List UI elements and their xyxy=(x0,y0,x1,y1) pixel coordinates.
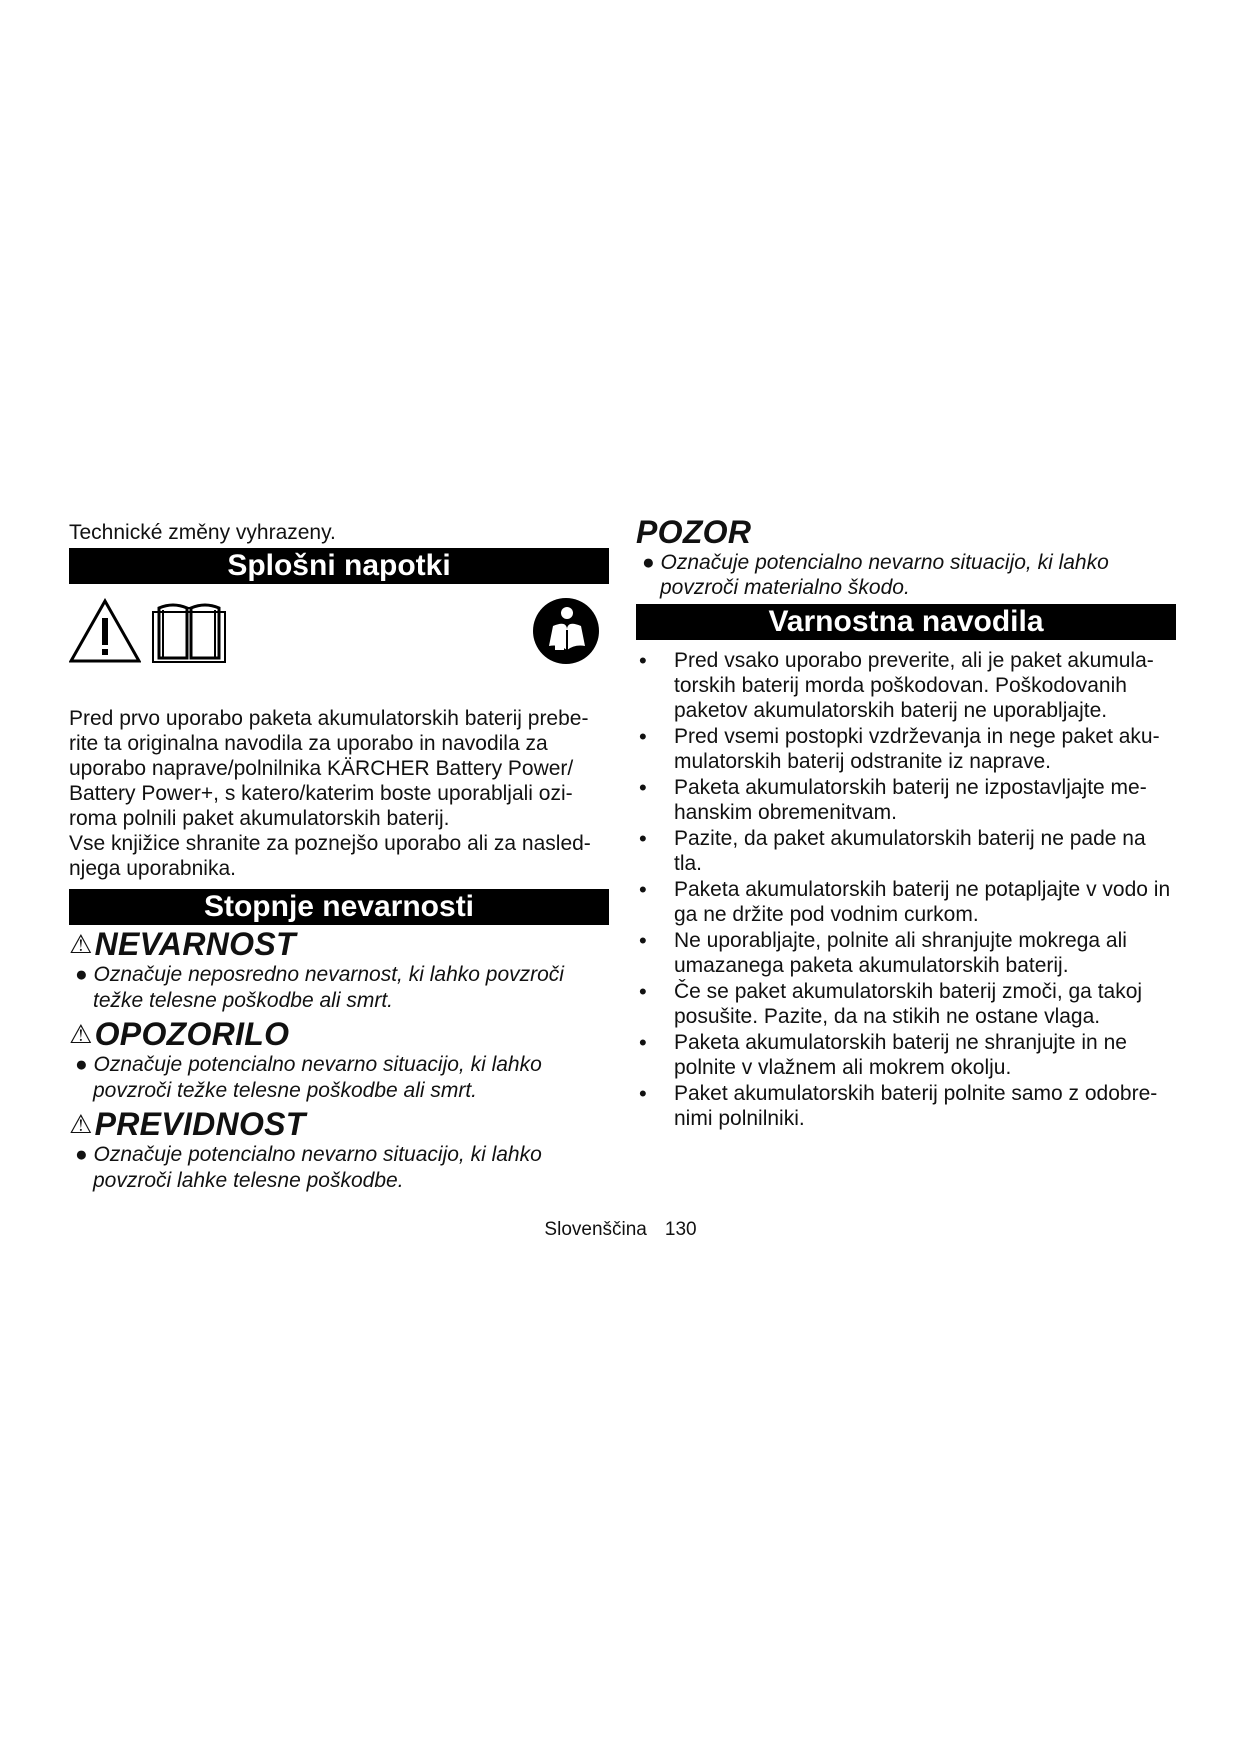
hazard-description: ● Označuje potencialno nevarno situacijo, ki lahko povzroči lahke telesne poškodbe. xyxy=(75,1143,542,1192)
intro-paragraph-1: Pred prvo uporabo paketa akumulatorskih baterij prebe-rite ta originalna navodila za uporabo in navodila za uporabo naprave/polnilnika KÄRCHER Battery Power/ Battery Power+, s katero/katerim boste uporabljali ozi-roma polnili paket akumulatorskih baterij. xyxy=(69,707,589,830)
list-item: • Paketa akumulatorskih baterij ne izpostavljajte me-hanskim obremenitvam. xyxy=(636,775,1176,825)
top-note: Technické změny vyhrazeny. xyxy=(69,521,336,544)
section-title-varnostna-navodila: Varnostna navodila xyxy=(636,604,1176,640)
intro-paragraph-2: Vse knjižice shranite za poznejšo uporabo ali za nasled-njega uporabnika. xyxy=(69,832,591,880)
pozor-description: ● Označuje potencialno nevarno situacijo, ki lahko povzroči materialno škodo. xyxy=(642,551,1109,599)
section-title-splosni-napotki: Splošni napotki xyxy=(69,548,609,584)
page-number: 130 xyxy=(664,1219,697,1240)
icons-row xyxy=(69,598,609,690)
section-title-stopnje-nevarnosti: Stopnje nevarnosti xyxy=(69,889,609,925)
list-item: • Paket akumulatorskih baterij polnite samo z odobre-nimi polnilniki. xyxy=(636,1081,1176,1131)
hazard-opozorilo xyxy=(69,1017,609,1104)
list-item: • Paketa akumulatorskih baterij ne potapljajte v vodo in ga ne držite pod vodnim curkom. xyxy=(636,877,1176,927)
warning-triangle-icon xyxy=(69,598,141,664)
hazard-title: PREVIDNOST xyxy=(94,1106,306,1142)
safety-instructions-list xyxy=(636,648,1176,1131)
left-column xyxy=(69,520,609,1197)
hazard-title: OPOZORILO xyxy=(94,1016,290,1052)
list-item: • Če se paket akumulatorskih baterij zmoči, ga takoj posušite. Pazite, da na stikih ne ostane vlaga. xyxy=(636,979,1176,1029)
list-item: • Paketa akumulatorskih baterij ne shranjujte in ne polnite v vlažnem ali mokrem okolju. xyxy=(636,1030,1176,1080)
pozor-title: POZOR xyxy=(636,514,752,550)
list-item: • Pred vsako uporabo preverite, ali je paket akumula-torskih baterij morda poškodovan. Poškodovanih paketov akumulatorskih baterij ne uporabljajte. xyxy=(636,648,1176,723)
page-footer xyxy=(0,1219,1241,1241)
warning-triangle-icon: ⚠ xyxy=(69,1109,93,1139)
read-manual-icon xyxy=(531,596,601,666)
right-column xyxy=(636,514,1176,1132)
hazard-description: ● Označuje neposredno nevarnost, ki lahko povzroči težke telesne poškodbe ali smrt. xyxy=(75,963,564,1012)
warning-triangle-icon: ⚠ xyxy=(69,929,93,959)
warning-triangle-icon: ⚠ xyxy=(69,1019,93,1049)
hazard-title: NEVARNOST xyxy=(94,926,296,962)
manual-book-icon xyxy=(151,598,227,664)
list-item: • Pred vsemi postopki vzdrževanja in nege paket aku-mulatorskih baterij odstranite iz naprave. xyxy=(636,724,1176,774)
list-item: • Ne uporabljajte, polnite ali shranjujte mokrega ali umazanega paketa akumulatorskih baterij. xyxy=(636,928,1176,978)
list-item: • Pazite, da paket akumulatorskih baterij ne pade na tla. xyxy=(636,826,1176,876)
footer-language: Slovenščina xyxy=(544,1219,647,1240)
hazard-previdnost xyxy=(69,1107,609,1194)
hazard-nevarnost xyxy=(69,927,609,1014)
hazard-description: ● Označuje potencialno nevarno situacijo, ki lahko povzroči težke telesne poškodbe ali smrt. xyxy=(75,1053,542,1102)
